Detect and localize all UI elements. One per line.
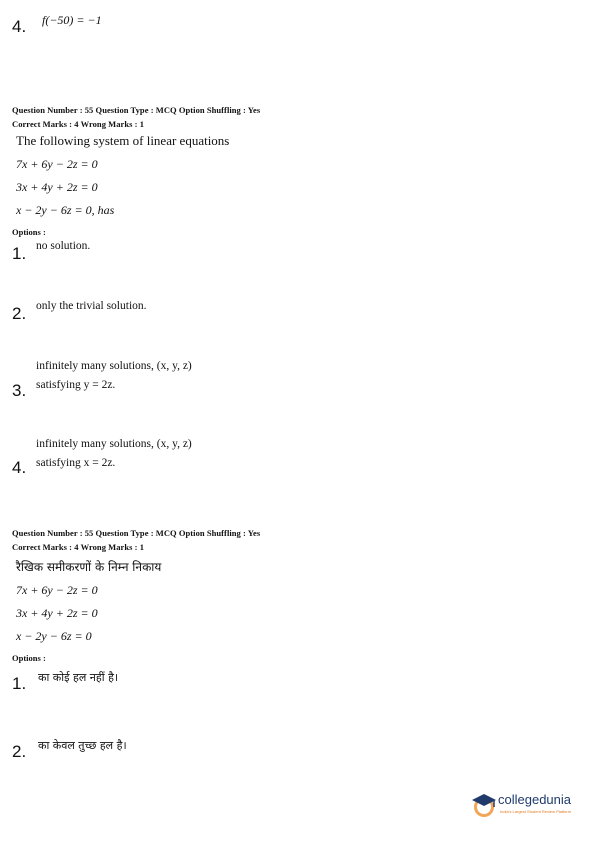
- option-3-text-line2[interactable]: satisfying y = 2z.: [36, 379, 116, 391]
- option-1-text-hindi[interactable]: का कोई हल नहीं है।: [38, 671, 119, 684]
- question-stem-hindi: रैखिक समीकरणों के निम्न निकाय: [16, 560, 162, 574]
- marks-meta-hindi: Correct Marks : 4 Wrong Marks : 1: [12, 542, 145, 552]
- option-1-text[interactable]: no solution.: [36, 240, 91, 252]
- option-2-text[interactable]: only the trivial solution.: [36, 300, 147, 312]
- option-4-text-line2[interactable]: satisfying x = 2z.: [36, 457, 116, 469]
- option-number: 4.: [12, 17, 27, 36]
- equation-3: x − 2y − 6z = 0, has: [16, 203, 115, 217]
- option-1-number-hindi: 1.: [12, 674, 27, 693]
- graduation-cap-icon: [470, 791, 498, 819]
- option-4-text-line1[interactable]: infinitely many solutions, (x, y, z): [36, 438, 192, 450]
- options-label-hindi: Options :: [12, 653, 46, 663]
- logo-brand: collegedunia: [498, 792, 572, 807]
- equation-2: 3x + 4y + 2z = 0: [16, 180, 98, 194]
- question-meta-hindi: Question Number : 55 Question Type : MCQ Option Shuffling : Yes: [12, 528, 261, 538]
- option-2-text-hindi[interactable]: का केवल तुच्छ हल है।: [38, 739, 127, 752]
- equation-1-hindi: 7x + 6y − 2z = 0: [16, 583, 98, 597]
- logo-tagline: India's Largest Student Review Platform: [500, 809, 572, 814]
- option-3-number: 3.: [12, 381, 27, 400]
- collegedunia-logo: [470, 789, 585, 821]
- equation-3-hindi: x − 2y − 6z = 0: [16, 629, 92, 643]
- options-label: Options :: [12, 227, 46, 237]
- option-3-text-line1[interactable]: infinitely many solutions, (x, y, z): [36, 360, 192, 372]
- option-2-number: 2.: [12, 304, 27, 323]
- option-text: f(−50) = −1: [42, 13, 102, 27]
- question-meta: Question Number : 55 Question Type : MCQ Option Shuffling : Yes: [12, 105, 261, 115]
- equation-1: 7x + 6y − 2z = 0: [16, 157, 98, 171]
- option-2-number-hindi: 2.: [12, 742, 27, 761]
- marks-meta: Correct Marks : 4 Wrong Marks : 1: [12, 119, 145, 129]
- option-1-number: 1.: [12, 244, 27, 263]
- question-stem: The following system of linear equations: [16, 133, 230, 148]
- option-4-number: 4.: [12, 458, 27, 477]
- equation-2-hindi: 3x + 4y + 2z = 0: [16, 606, 98, 620]
